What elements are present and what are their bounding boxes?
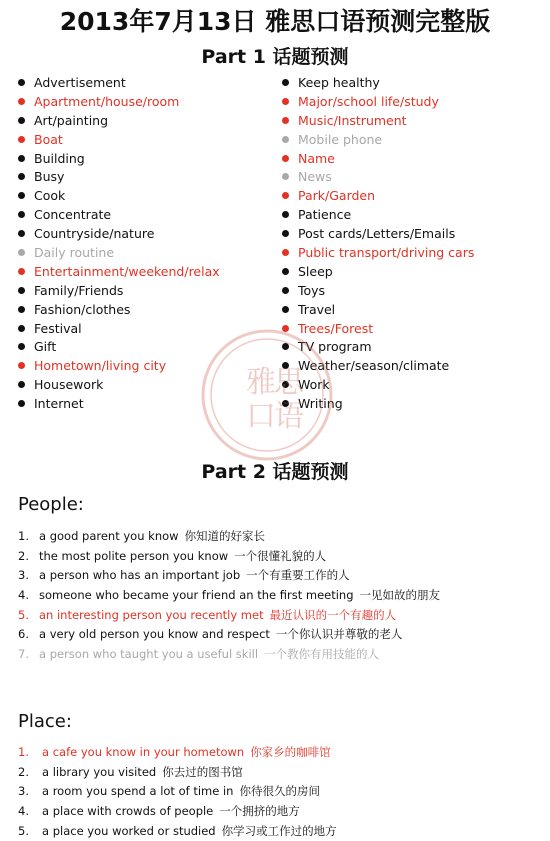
topic-label: Family/Friends — [34, 282, 124, 298]
bullet-icon — [18, 325, 25, 332]
item-chinese: 你知道的好家长 — [184, 529, 266, 543]
item-chinese: 你家乡的咖啡馆 — [250, 745, 331, 759]
topic-item — [18, 112, 220, 131]
topic-label: Mobile phone — [298, 131, 383, 147]
svg-text:口: 口 — [246, 399, 276, 434]
cue-card-item — [18, 743, 337, 763]
bullet-icon — [18, 117, 25, 124]
item-number: 5. — [18, 607, 29, 622]
topic-item — [18, 263, 220, 282]
topic-label: Patience — [298, 207, 352, 223]
topic-item — [282, 282, 474, 301]
cue-card-item — [18, 606, 440, 626]
item-number: 4. — [18, 588, 29, 603]
topic-item — [18, 74, 220, 93]
part1-left-list — [18, 74, 220, 414]
topic-label: Housework — [34, 377, 104, 393]
topic-label: Gift — [34, 339, 57, 355]
topic-item — [282, 168, 474, 187]
topic-item — [282, 93, 474, 112]
topic-label: Cook — [34, 188, 66, 204]
item-number: 3. — [18, 568, 29, 583]
topic-label: Busy — [34, 169, 65, 185]
item-chinese: 一个很懂礼貌的人 — [234, 548, 327, 563]
item-number: 3. — [18, 784, 29, 799]
topic-item — [18, 395, 220, 414]
topic-label: Sleep — [298, 263, 333, 279]
bullet-icon — [282, 306, 289, 313]
cue-card-item — [18, 822, 337, 841]
topic-label: Public transport/driving cars — [298, 245, 475, 261]
item-chinese: 最近认识的一个有趣的人 — [269, 607, 397, 622]
item-english: a room you spend a lot of time in — [42, 784, 234, 799]
topic-item — [282, 112, 474, 131]
topic-item — [282, 187, 474, 206]
topic-item — [282, 131, 474, 150]
item-number: 2. — [18, 548, 29, 563]
topic-label: Festival — [34, 320, 82, 336]
bullet-icon — [282, 268, 289, 275]
topic-label: Major/school life/study — [298, 93, 439, 109]
item-english: someone who became your friend an the first meeting — [39, 588, 354, 603]
topic-label: Toys — [298, 282, 326, 298]
bullet-icon — [282, 287, 289, 294]
bullet-icon — [18, 79, 25, 86]
topic-item — [18, 168, 220, 187]
item-number: 4. — [18, 804, 29, 819]
item-english: a place with crowds of people — [42, 804, 214, 819]
topic-label: Concentrate — [34, 207, 112, 223]
item-chinese: 你学习或工作过的地方 — [221, 823, 337, 838]
bullet-icon — [18, 192, 25, 199]
part1-heading: Part 1 话题预测 — [201, 46, 349, 68]
topic-label: Art/painting — [34, 112, 109, 128]
bullet-icon — [282, 155, 289, 162]
topic-label: Entertainment/weekend/relax — [34, 263, 220, 279]
topic-label: News — [298, 169, 332, 185]
topic-item — [18, 93, 220, 112]
topic-label: Countryside/nature — [34, 226, 155, 242]
topic-item — [18, 301, 220, 320]
bullet-icon — [282, 98, 289, 105]
item-chinese: 一个你认识并尊敬的老人 — [275, 627, 403, 642]
bullet-icon — [282, 230, 289, 237]
item-english: a person who taught you a useful skill — [39, 647, 259, 662]
item-english: an interesting person you recently met — [39, 607, 264, 622]
item-number: 1. — [18, 529, 29, 543]
item-english: a person who has an important job — [39, 568, 241, 583]
item-english: a library you visited — [42, 764, 157, 779]
topic-item — [282, 263, 474, 282]
cue-card-item — [18, 625, 440, 645]
item-chinese: 一个有重要工作的人 — [246, 568, 350, 583]
people-section-heading: People: — [18, 494, 84, 515]
item-chinese: 一见如故的朋友 — [359, 588, 441, 603]
item-number: 2. — [18, 764, 29, 779]
item-english: the most polite person you know — [39, 548, 229, 563]
topic-item — [282, 244, 474, 263]
bullet-icon — [18, 287, 25, 294]
cue-card-item — [18, 586, 440, 606]
place-topic-list — [18, 743, 337, 841]
topic-label: Park/Garden — [298, 188, 376, 204]
topic-label: Internet — [34, 396, 84, 412]
item-english: a place you worked or studied — [42, 823, 216, 838]
item-number: 1. — [18, 745, 29, 759]
cue-card-item — [18, 802, 337, 822]
topic-item — [282, 74, 474, 93]
topic-label: Advertisement — [34, 75, 126, 90]
topic-item — [282, 206, 474, 225]
item-number: 6. — [18, 627, 29, 642]
bullet-icon — [18, 268, 25, 275]
topic-label: Fashion/clothes — [34, 301, 131, 317]
item-number: 5. — [18, 823, 29, 838]
bullet-icon — [18, 306, 25, 313]
topic-label: Writing — [298, 396, 343, 412]
topic-item — [18, 225, 220, 244]
topic-label: Keep healthy — [298, 75, 380, 90]
bullet-icon — [18, 155, 25, 162]
document-title: 2013年7月13日 雅思口语预测完整版 — [59, 7, 491, 36]
bullet-icon — [282, 173, 289, 180]
bullet-icon — [282, 136, 289, 143]
topic-label: Building — [34, 150, 85, 166]
topic-item — [18, 376, 220, 395]
topic-label: Music/Instrument — [298, 112, 407, 128]
topic-label: Work — [298, 377, 330, 393]
topic-item — [18, 131, 220, 150]
svg-text:雅: 雅 — [246, 365, 276, 400]
bullet-icon — [18, 98, 25, 105]
item-english: a good parent you know — [39, 529, 179, 543]
topic-item — [18, 206, 220, 225]
topic-label: Travel — [298, 301, 336, 317]
bullet-icon — [18, 381, 25, 388]
cue-card-item — [18, 763, 337, 783]
cue-card-item — [18, 547, 440, 567]
topic-item — [18, 320, 220, 339]
item-english: a cafe you know in your hometown — [42, 745, 245, 759]
item-chinese: 一个拥挤的地方 — [219, 804, 300, 819]
topic-item — [282, 301, 474, 320]
topic-item — [282, 150, 474, 169]
cue-card-item — [18, 782, 337, 802]
item-english: a very old person you know and respect — [39, 627, 270, 642]
bullet-icon — [282, 192, 289, 199]
topic-item — [18, 282, 220, 301]
topic-label: Post cards/Letters/Emails — [298, 226, 456, 242]
topic-item — [18, 338, 220, 357]
item-chinese: 你去过的图书馆 — [162, 764, 243, 779]
bullet-icon — [282, 249, 289, 256]
bullet-icon — [18, 400, 25, 407]
bullet-icon — [18, 362, 25, 369]
bullet-icon — [18, 173, 25, 180]
topic-item — [18, 187, 220, 206]
cue-card-item — [18, 645, 440, 665]
part1-left-column — [18, 74, 220, 414]
topic-label: Daily routine — [34, 245, 115, 261]
bullet-icon — [18, 249, 25, 256]
svg-text:思: 思 — [274, 365, 304, 400]
bullet-icon — [282, 117, 289, 124]
topic-label: Trees/Forest — [298, 320, 374, 336]
topic-label: Hometown/living city — [34, 358, 167, 374]
watermark-seal — [198, 326, 336, 464]
topic-label: Weather/season/climate — [298, 358, 450, 374]
topic-item — [18, 244, 220, 263]
item-number: 7. — [18, 647, 29, 662]
bullet-icon — [18, 211, 25, 218]
topic-label: Boat — [34, 131, 63, 147]
topic-label: Name — [298, 150, 335, 166]
topic-item — [18, 357, 220, 376]
topic-label: TV program — [298, 339, 372, 355]
place-section-heading: Place: — [18, 711, 72, 732]
topic-item — [18, 150, 220, 169]
cue-card-item — [18, 566, 440, 586]
bullet-icon — [18, 136, 25, 143]
item-chinese: 你待很久的房间 — [239, 784, 320, 799]
bullet-icon — [282, 211, 289, 218]
bullet-icon — [18, 230, 25, 237]
part2-heading: Part 2 话题预测 — [201, 461, 349, 483]
bullet-icon — [18, 343, 25, 350]
cue-card-item — [18, 527, 440, 547]
topic-label: Apartment/house/room — [34, 93, 180, 109]
bullet-icon — [282, 79, 289, 86]
topic-item — [282, 225, 474, 244]
people-topic-list — [18, 527, 440, 665]
item-chinese: 一个教你有用技能的人 — [264, 647, 380, 662]
svg-text:语: 语 — [274, 399, 304, 434]
